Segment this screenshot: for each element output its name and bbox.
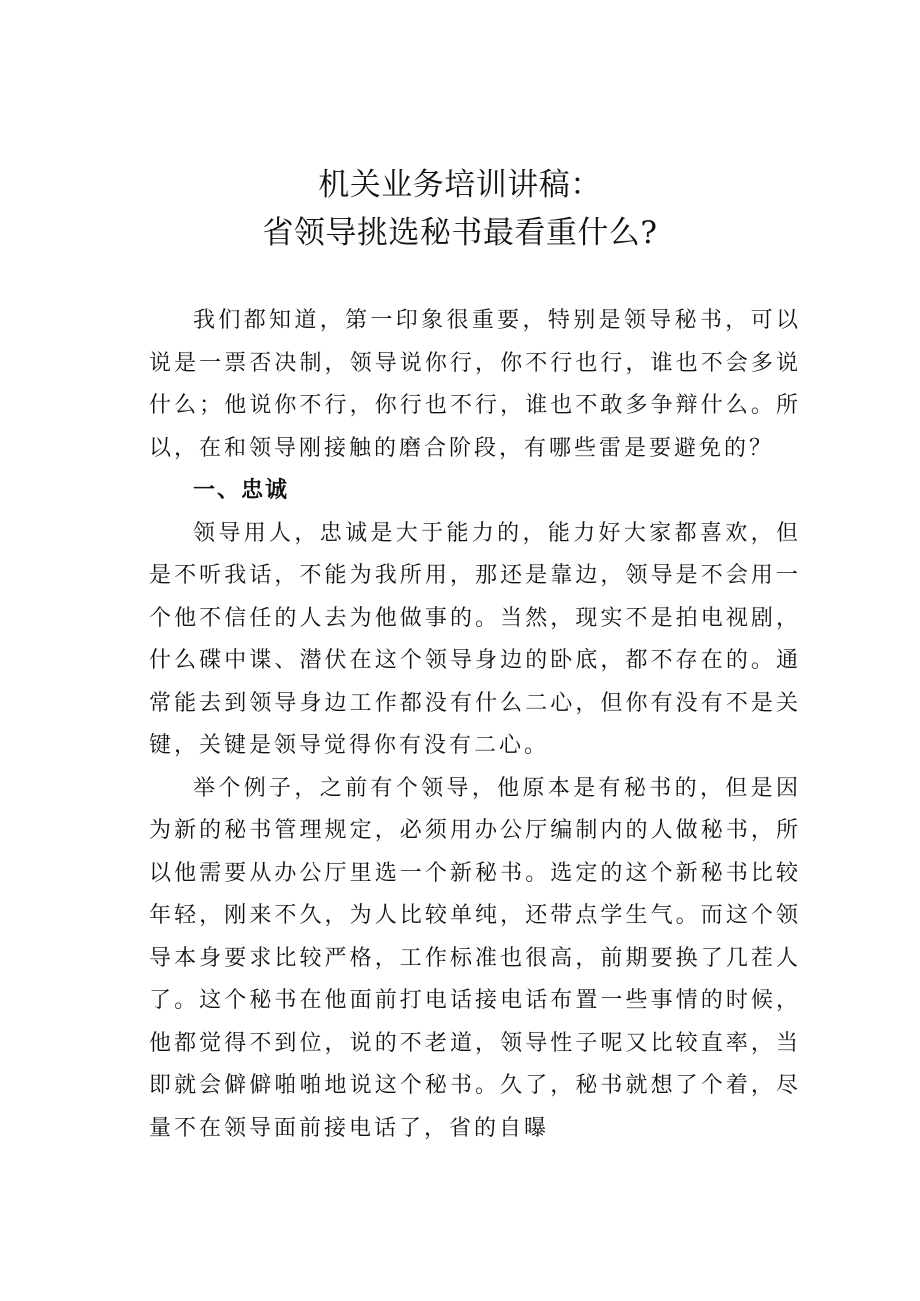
document-title-line1: 机关业务培训讲稿： — [318, 167, 602, 203]
section-heading-loyalty: 一、忠诚 — [193, 478, 290, 503]
document-title-line2: 省领导挑选秘书最看重什么? — [262, 215, 658, 251]
intro-paragraph: 我们都知道，第一印象很重要，特别是领导秘书，可以说是一票否决制，领导说你行，你不行也行，谁也不会多说什么；他说你不行，你行也不行，谁也不敢多争辩什么。所以，在和领导刚接触的磨合阶段，有哪些雷是要避免的？ — [149, 308, 801, 461]
section1-paragraph-1: 领导用人，忠诚是大于能力的，能力好大家都喜欢，但是不听我话，不能为我所用，那还是靠边，领导是不会用一个他不信任的人去为他做事的。当然，现实不是拍电视剧，什么碟中谍、潜伏在这个领导身边的卧底，都不存在的。通常能去到领导身边工作都没有什么二心，但你有没有不是关键，关键是领导觉得你有没有二心。 — [149, 520, 801, 758]
section1-paragraph-2: 举个例子，之前有个领导，他原本是有秘书的，但是因为新的秘书管理规定，必须用办公厅编制内的人做秘书，所以他需要从办公厅里选一个新秘书。选定的这个新秘书比较年轻，刚来不久，为人比较单纯，还带点学生气。而这个领导本身要求比较严格，工作标准也很高，前期要换了几茬人了。这个秘书在他面前打电话接电话布置一些事情的时候，他都觉得不到位，说的不老道，领导性子呢又比较直率，当即就会僻僻啪啪地说这个秘书。久了，秘书就想了个着，尽量不在领导面前接电话了，省的自曝 — [149, 775, 801, 1141]
document-body — [149, 300, 801, 1150]
